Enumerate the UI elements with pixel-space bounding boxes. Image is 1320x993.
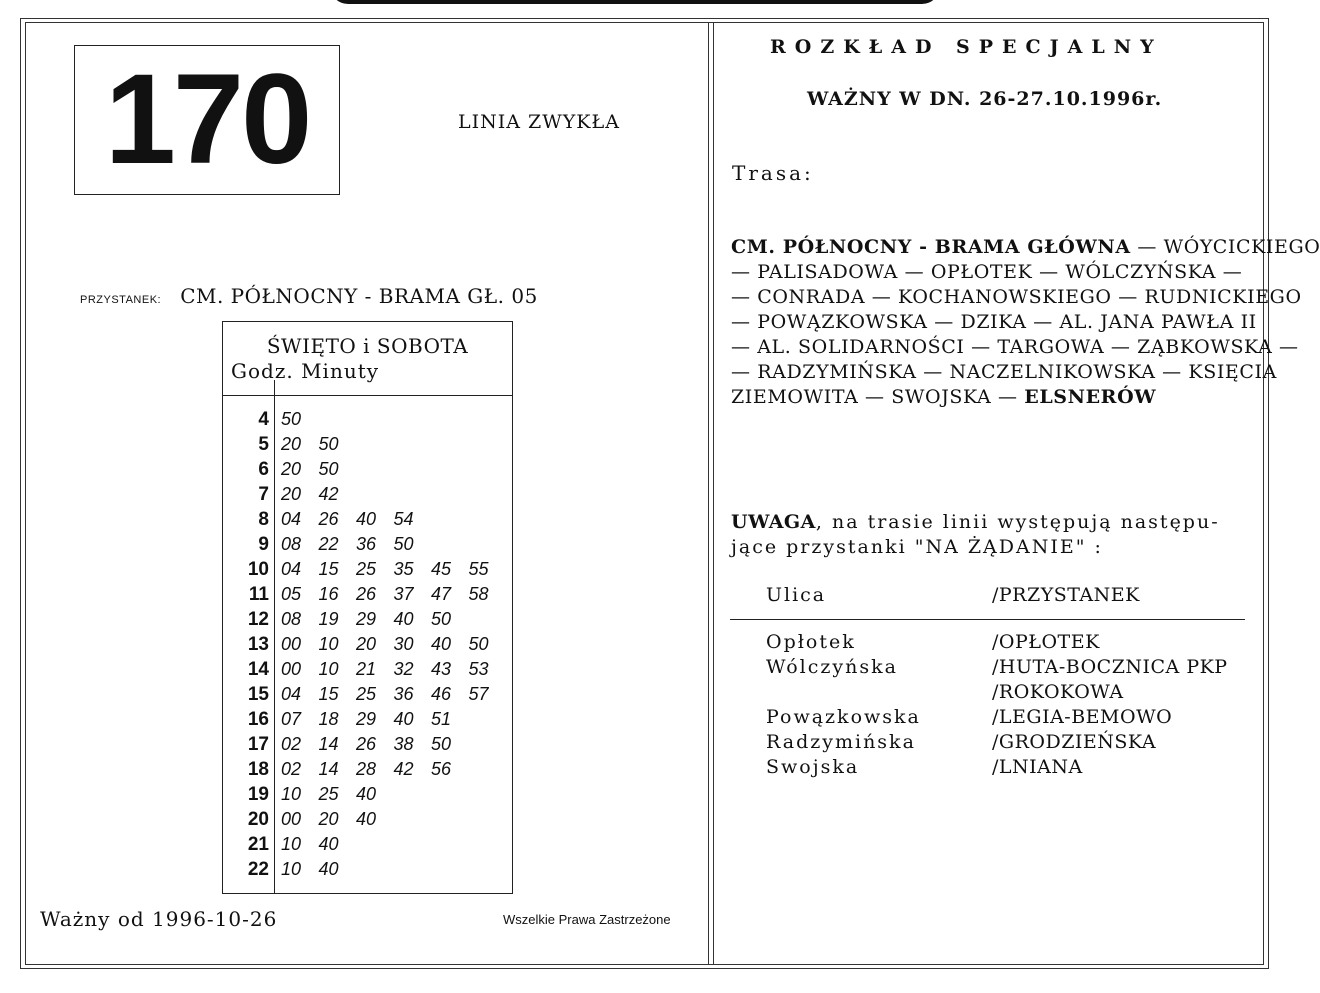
stop-name-cell: /LNIANA <box>992 756 1083 778</box>
timetable-hour: 19 <box>247 784 269 805</box>
stops-table-row <box>730 730 1245 755</box>
timetable-minute: 40 <box>393 709 414 729</box>
street-name: Swojska <box>766 756 860 778</box>
timetable-minute: 50 <box>318 459 339 479</box>
route-segment: — RADZYMIŃSKA — NACZELNIKOWSKA — KSIĘCIA <box>731 361 1277 383</box>
timetable-row <box>223 582 514 607</box>
route-segment: — WÓYCICKIEGO <box>1130 236 1320 258</box>
center-divider-inner <box>713 22 714 965</box>
timetable-row <box>223 732 514 757</box>
street-name: Radzymińska <box>766 731 916 753</box>
timetable-hour: 14 <box>247 659 269 680</box>
timetable-minute: 04 <box>281 684 302 704</box>
timetable-hour: 6 <box>258 459 269 480</box>
timetable-minute: 40 <box>356 509 377 529</box>
stop-name: CM. PÓŁNOCNY - BRAMA GŁ. 05 <box>180 284 538 308</box>
timetable-hour: 16 <box>247 709 269 730</box>
timetable-minute: 42 <box>393 759 414 779</box>
timetable-minute: 04 <box>281 559 302 579</box>
timetable-hour: 18 <box>247 759 269 780</box>
stops-table-row <box>730 630 1245 655</box>
timetable-hour: 10 <box>247 559 269 580</box>
timetable-minute: 40 <box>318 834 339 854</box>
timetable-row <box>223 782 514 807</box>
timetable-row <box>223 657 514 682</box>
timetable-minutes <box>281 407 319 432</box>
timetable-row <box>223 457 514 482</box>
timetable-minute: 04 <box>281 509 302 529</box>
timetable-minutes <box>281 857 356 882</box>
timetable-minutes <box>281 657 506 682</box>
timetable-row <box>223 482 514 507</box>
timetable-minute: 14 <box>318 759 339 779</box>
timetable-minute: 40 <box>318 859 339 879</box>
timetable-minutes <box>281 707 469 732</box>
timetable-minute: 20 <box>356 634 377 654</box>
route-line <box>731 260 1246 285</box>
timetable-minute: 43 <box>431 659 452 679</box>
timetable-minute: 56 <box>431 759 452 779</box>
special-schedule-title: ROZKŁAD SPECJALNY <box>770 36 1163 58</box>
timetable-minute: 42 <box>318 484 339 504</box>
timetable-minute: 02 <box>281 759 302 779</box>
timetable-minute: 50 <box>431 609 452 629</box>
timetable-minute: 29 <box>356 609 377 629</box>
note-line-1: , na trasie linii występują następu- <box>815 511 1220 533</box>
timetable-minute: 50 <box>281 409 302 429</box>
timetable-minutes <box>281 607 469 632</box>
timetable-minute: 08 <box>281 609 302 629</box>
note-line-2: jące przystanki "NA ŻĄDANIE" : <box>731 536 1103 558</box>
timetable-minute: 25 <box>356 684 377 704</box>
timetable-minute: 20 <box>281 484 302 504</box>
top-edge-fragment <box>330 0 940 4</box>
timetable-minutes <box>281 457 356 482</box>
timetable-minutes <box>281 532 431 557</box>
timetable-minute: 10 <box>281 859 302 879</box>
timetable-row <box>223 432 514 457</box>
timetable-minute: 25 <box>356 559 377 579</box>
center-divider <box>708 22 709 965</box>
timetable-minute: 07 <box>281 709 302 729</box>
timetable-minute: 35 <box>393 559 414 579</box>
timetable-minute: 28 <box>356 759 377 779</box>
timetable-minute: 21 <box>356 659 377 679</box>
timetable-hour: 9 <box>258 534 269 555</box>
timetable-minute: 51 <box>431 709 452 729</box>
route-segment: — AL. SOLIDARNOŚCI — TARGOWA — ZĄBKOWSKA — <box>731 336 1299 358</box>
line-type: LINIA ZWYKŁA <box>458 111 620 133</box>
route-line <box>731 360 1277 385</box>
stops-table-header <box>730 583 1245 620</box>
timetable-minute: 50 <box>468 634 489 654</box>
stop-name-cell: /GRODZIEŃSKA <box>992 731 1157 753</box>
timetable-hour: 8 <box>258 509 269 530</box>
timetable-minute: 22 <box>318 534 339 554</box>
timetable-row <box>223 407 514 432</box>
route-line <box>731 335 1299 360</box>
valid-from: Ważny od 1996-10-26 <box>40 907 278 931</box>
timetable-row <box>223 507 514 532</box>
route-line <box>731 310 1257 335</box>
timetable-row <box>223 757 514 782</box>
timetable-minute: 10 <box>281 834 302 854</box>
timetable-hour: 15 <box>247 684 269 705</box>
timetable-minutes <box>281 482 356 507</box>
stops-table-row <box>730 655 1245 680</box>
stop-name-cell: /HUTA-BOCZNICA PKP <box>992 656 1228 678</box>
timetable-minute: 30 <box>393 634 414 654</box>
route-segment: ELSNERÓW <box>1024 386 1157 408</box>
timetable-minute: 50 <box>431 734 452 754</box>
stop-name-cell: /OPŁOTEK <box>992 631 1100 653</box>
stop-column-header: /PRZYSTANEK <box>992 584 1140 606</box>
timetable-minutes <box>281 782 394 807</box>
timetable-minute: 32 <box>393 659 414 679</box>
timetable-minute: 57 <box>468 684 489 704</box>
timetable-minute: 47 <box>431 584 452 604</box>
street-column-header: Ulica <box>766 584 827 606</box>
timetable-minute: 25 <box>318 784 339 804</box>
timetable-minute: 00 <box>281 809 302 829</box>
stops-table-body <box>730 620 1245 780</box>
stop-row <box>80 284 538 308</box>
timetable-minutes <box>281 682 506 707</box>
timetable-row <box>223 682 514 707</box>
route-line <box>731 285 1302 310</box>
timetable-minutes <box>281 807 394 832</box>
timetable-minutes <box>281 582 506 607</box>
timetable-row <box>223 707 514 732</box>
timetable-minute: 00 <box>281 659 302 679</box>
timetable-minute: 50 <box>393 534 414 554</box>
timetable-minute: 26 <box>356 584 377 604</box>
route-line <box>731 385 1246 410</box>
timetable-minutes <box>281 432 356 457</box>
stops-table-row <box>730 755 1245 780</box>
timetable-hour: 20 <box>247 809 269 830</box>
timetable-minute: 10 <box>318 659 339 679</box>
special-schedule-validity: WAŻNY W DN. 26-27.10.1996r. <box>807 88 1163 110</box>
timetable-minute: 15 <box>318 684 339 704</box>
stop-name-cell: /LEGIA-BEMOWO <box>992 706 1173 728</box>
timetable-row <box>223 832 514 857</box>
timetable-minute: 05 <box>281 584 302 604</box>
timetable-hour: 11 <box>248 584 269 605</box>
street-name: Wólczyńska <box>766 656 898 678</box>
timetable-minute: 18 <box>318 709 339 729</box>
timetable-hour: 7 <box>258 484 269 505</box>
timetable-minute: 40 <box>356 784 377 804</box>
route-segment: — POWĄZKOWSKA — DZIKA — AL. JANA PAWŁA II <box>731 311 1257 333</box>
timetable-hour: 12 <box>247 609 269 630</box>
timetable-minute: 40 <box>356 809 377 829</box>
timetable-minute: 36 <box>393 684 414 704</box>
timetable-minute: 26 <box>318 509 339 529</box>
route-description <box>731 235 1320 410</box>
route-line <box>731 235 1320 260</box>
timetable-minute: 15 <box>318 559 339 579</box>
timetable-minute: 37 <box>393 584 414 604</box>
timetable-minutes <box>281 832 356 857</box>
timetable-minute: 00 <box>281 634 302 654</box>
on-request-note <box>731 510 1251 560</box>
timetable-hour: 17 <box>247 734 269 755</box>
timetable-minutes <box>281 507 431 532</box>
timetable-minute: 20 <box>281 434 302 454</box>
timetable-minutes <box>281 732 469 757</box>
timetable-title: ŚWIĘTO i SOBOTA <box>266 334 469 358</box>
route-label: Trasa: <box>732 161 814 185</box>
timetable-row <box>223 532 514 557</box>
route-segment: ZIEMOWITA — SWOJSKA — <box>731 386 1025 408</box>
timetable-minute: 10 <box>281 784 302 804</box>
timetable-minute: 29 <box>356 709 377 729</box>
on-request-stops-table <box>730 583 1245 780</box>
timetable-minute: 08 <box>281 534 302 554</box>
timetable-row <box>223 857 514 882</box>
timetable-minutes <box>281 557 506 582</box>
route-segment: — PALISADOWA — OPŁOTEK — WÓLCZYŃSKA — <box>731 261 1243 283</box>
timetable-minute: 02 <box>281 734 302 754</box>
route-segment: CM. PÓŁNOCNY - BRAMA GŁÓWNA <box>731 236 1131 258</box>
timetable-minute: 14 <box>318 734 339 754</box>
timetable-row <box>223 557 514 582</box>
timetable-hour: 5 <box>258 434 269 455</box>
timetable-minute: 20 <box>318 809 339 829</box>
timetable-rows <box>223 407 514 882</box>
note-warning: UWAGA <box>731 511 816 533</box>
timetable-minute: 40 <box>431 634 452 654</box>
timetable-minutes <box>281 632 506 657</box>
timetable-header-rule <box>223 395 512 396</box>
copyright-notice: Wszelkie Prawa Zastrzeżone <box>503 912 671 927</box>
stops-table-row <box>730 705 1245 730</box>
stop-name-cell: /ROKOKOWA <box>992 681 1124 703</box>
timetable-row <box>223 807 514 832</box>
timetable-minute: 54 <box>393 509 414 529</box>
timetable-minute: 38 <box>393 734 414 754</box>
timetable-minute: 50 <box>318 434 339 454</box>
timetable-minute: 58 <box>468 584 489 604</box>
timetable-hour: 13 <box>247 634 269 655</box>
timetable-hour: 4 <box>258 409 269 430</box>
route-segment: — CONRADA — KOCHANOWSKIEGO — RUDNICKIEGO <box>731 286 1302 308</box>
street-name: Opłotek <box>766 631 856 653</box>
timetable-hour: 22 <box>247 859 269 880</box>
timetable-minutes <box>281 757 469 782</box>
timetable-minute: 26 <box>356 734 377 754</box>
timetable-minute: 55 <box>468 559 489 579</box>
line-number: 170 <box>104 48 310 191</box>
timetable-hour: 21 <box>247 834 269 855</box>
timetable-subtitle: Godz. Minuty <box>231 359 380 383</box>
timetable-minute: 10 <box>318 634 339 654</box>
line-number-box <box>74 45 340 195</box>
stop-label: PRZYSTANEK: <box>80 294 162 306</box>
timetable-minute: 20 <box>281 459 302 479</box>
timetable-minute: 19 <box>318 609 339 629</box>
timetable-minute: 46 <box>431 684 452 704</box>
timetable-minute: 53 <box>468 659 489 679</box>
street-name: Powązkowska <box>766 706 921 728</box>
timetable-minute: 45 <box>431 559 452 579</box>
timetable-minute: 16 <box>318 584 339 604</box>
timetable-row <box>223 607 514 632</box>
stops-table-row <box>730 680 1245 705</box>
timetable <box>222 321 513 894</box>
timetable-row <box>223 632 514 657</box>
timetable-minute: 40 <box>393 609 414 629</box>
timetable-minute: 36 <box>356 534 377 554</box>
